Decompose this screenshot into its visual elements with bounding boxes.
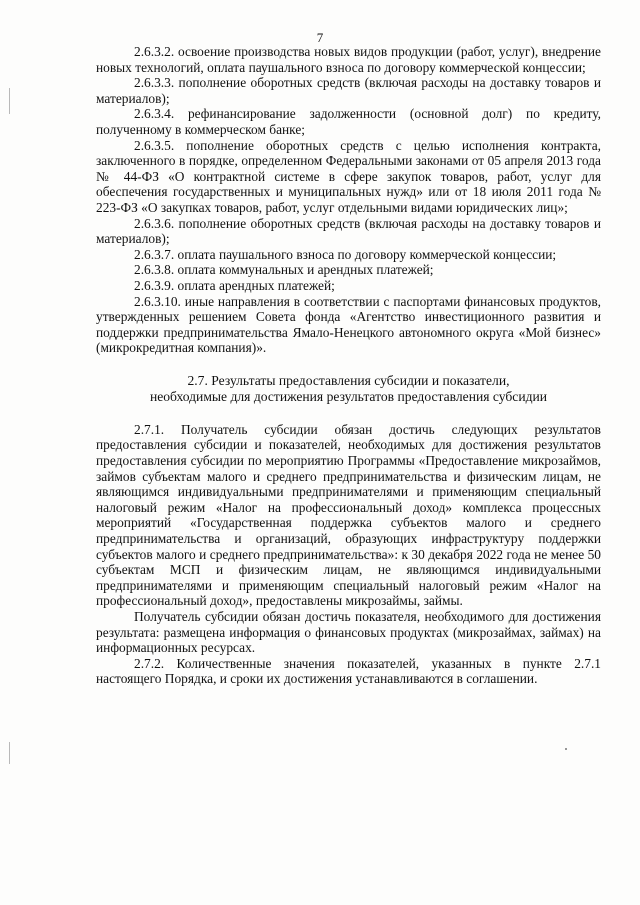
paragraph-2-6-3-9: 2.6.3.9. оплата арендных платежей; <box>134 277 335 293</box>
page-number: 7 <box>316 30 324 45</box>
paragraph-2-6-3-4: 2.6.3.4. рефинансирование задолженности (основной долг) по кредиту, полученному в коммерческом банке; <box>96 106 601 137</box>
section-heading-2-7 <box>96 373 601 405</box>
scan-edge-mark <box>9 742 10 764</box>
paragraph-2-6-3-2: 2.6.3.2. освоение производства новых видов продукции (работ, услуг), внедрение новых технологий, оплата паушального взноса по договору коммерческой концессии; <box>96 44 601 75</box>
paragraph-2-6-3-8: 2.6.3.8. оплата коммунальных и арендных платежей; <box>134 262 434 278</box>
document-body <box>96 44 601 687</box>
paragraph-2-7-1: 2.7.1. Получатель субсидии обязан достичь следующих результатов предоставления субсидии и показателей, необходимых для достижения результатов предоставления субсидии по мероприятию Программы «Предоставление микрозаймов, займов субъектам малого и среднего предпринимательства и физическим лицам, не являющимся индивидуальными предпринимателями и применяющим специальный налоговый режим «Налог на профессиональный доход» комплекса процессных мероприятий «Государственная поддержка субъектов малого и среднего предпринимательства и организаций, образующих инфраструктуру поддержки субъектов малого и среднего предпринимательства»: к 30 декабря 2022 года не менее 50 субъектам МСП и физическим лицам, не являющимся индивидуальными предпринимателями и применяющим специальный налоговый режим «Налог на профессиональный доход», предоставлены микрозаймы, займы. <box>96 421 601 609</box>
paragraph-2-6-3-6: 2.6.3.6. пополнение оборотных средств (включая расходы на доставку товаров и материалов); <box>96 215 601 247</box>
paragraph-2-6-3-5: 2.6.3.5. пополнение оборотных средств с целью исполнения контракта, заключенного в порядке, определенном Федеральными законами от 05 апреля 2013 года № 44-ФЗ «О контрактной системе в сфере закупок товаров, работ, услуг для обеспечения государственных и муниципальных нужд» или от 18 июля 2011 года № 223-ФЗ «О закупках товаров, работ, услуг отдельными видами юридических лиц»; <box>96 137 601 215</box>
section-heading-line: 2.7. Результаты предоставления субсидии и показатели, <box>187 372 510 388</box>
section-heading-line: необходимые для достижения результатов предоставления субсидии <box>149 388 548 404</box>
paragraph-2-6-3-10: 2.6.3.10. иные направления в соответствии с паспортами финансовых продуктов, утвержденных решением Совета фонда «Агентство инвестиционного развития и поддержки предпринимательства Ямало-Ненецкого автономного округа «Мой бизнес» (микрокредитная компания)». <box>96 293 601 356</box>
scan-edge-mark <box>9 88 10 114</box>
paragraph-2-7-2: 2.7.2. Количественные значения показателей, указанных в пункте 2.7.1 настоящего Порядка, и сроки их достижения устанавливаются в соглашении. <box>96 655 601 687</box>
paragraph-indicator: Получатель субсидии обязан достичь показателя, необходимого для достижения результата: размещена информация о финансовых продуктах (микрозаймах, займах) на информационных ресурсах. <box>96 609 601 656</box>
paragraph-2-6-3-7: 2.6.3.7. оплата паушального взноса по договору коммерческой концессии; <box>134 246 557 262</box>
scan-speck <box>565 748 567 750</box>
paragraph-2-6-3-3: 2.6.3.3. пополнение оборотных средств (включая расходы на доставку товаров и материалов); <box>96 75 601 106</box>
